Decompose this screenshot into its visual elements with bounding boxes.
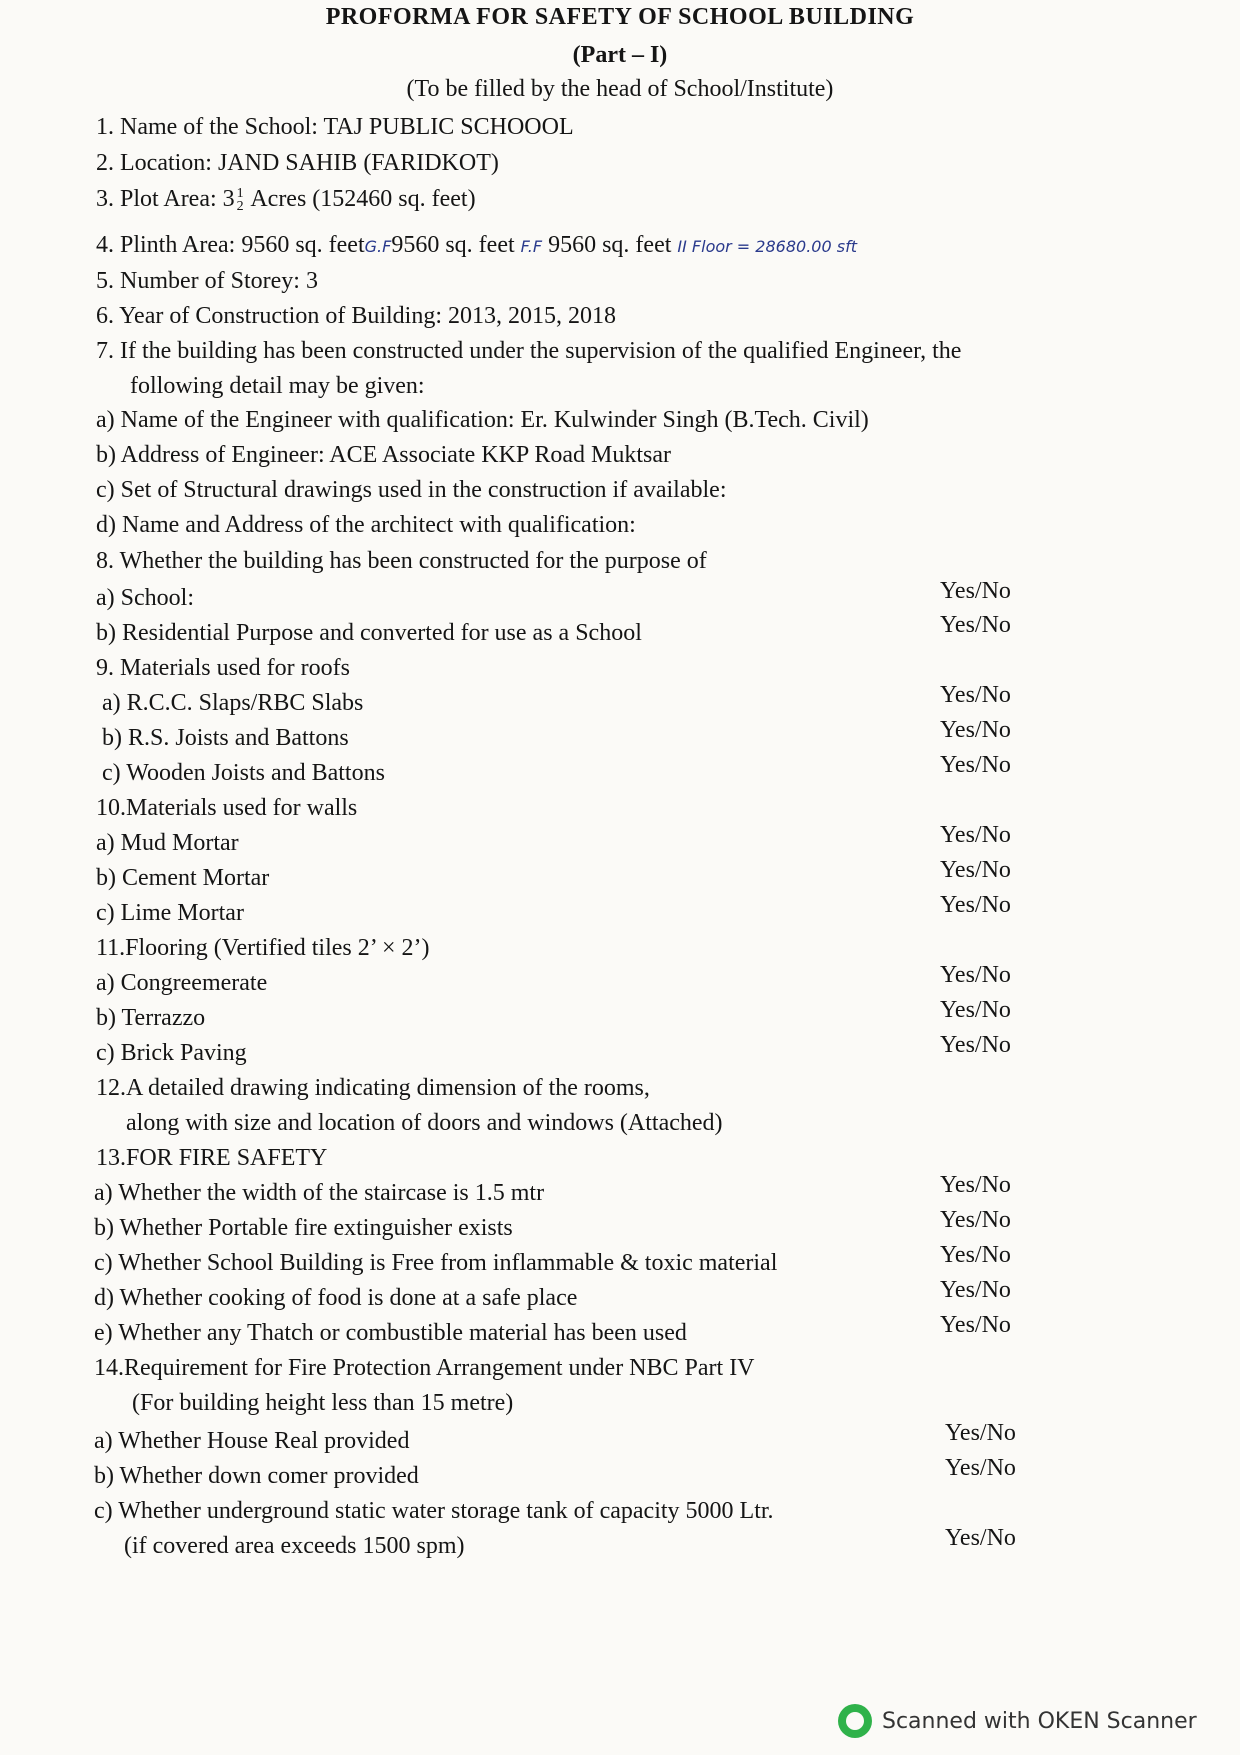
handwritten-note: F.F [520, 237, 543, 256]
item-3-plot-area: 3. Plot Area: 3 1 2 Acres (152460 sq. feet) [96, 186, 476, 215]
item-14: 14.Requirement for Fire Protection Arrangement under NBC Part IV [94, 1355, 755, 1381]
item-5-storeys: 5. Number of Storey: 3 [96, 268, 318, 294]
item-14-sub: (For building height less than 15 metre) [132, 1390, 514, 1416]
item-14c-cont: (if covered area exceeds 1500 spm) [124, 1533, 465, 1559]
yes-no-14c: Yes/No [945, 1525, 1016, 1551]
item-13d: d) Whether cooking of food is done at a safe place [94, 1285, 578, 1311]
item-9b: b) R.S. Joists and Battons [102, 725, 349, 751]
item-7d: d) Name and Address of the architect with qualification: [96, 512, 636, 538]
yes-no-14a: Yes/No [945, 1420, 1016, 1446]
yes-no-9b: Yes/No [940, 717, 1011, 743]
item-11c: c) Brick Paving [96, 1040, 247, 1066]
item-13c: c) Whether School Building is Free from inflammable & toxic material [94, 1250, 778, 1276]
item-4-plinth-area: 4. Plinth Area: 9560 sq. feetG.F9560 sq. feet F.F 9560 sq. feet II Floor = 28680.00 sft [96, 232, 857, 258]
yes-no-13d: Yes/No [940, 1277, 1011, 1303]
yes-no-10a: Yes/No [940, 822, 1011, 848]
item-1-school-name: 1. Name of the School: TAJ PUBLIC SCHOOOL [96, 114, 574, 140]
fraction: 1 2 [236, 186, 244, 215]
item-9a: a) R.C.C. Slaps/RBC Slabs [102, 690, 364, 716]
yes-no-9a: Yes/No [940, 682, 1011, 708]
item-7-cont: following detail may be given: [130, 373, 425, 399]
item-10: 10.Materials used for walls [96, 795, 358, 821]
yes-no-8a: Yes/No [940, 578, 1011, 604]
item-11: 11.Flooring (Vertified tiles 2’ × 2’) [96, 935, 430, 961]
item-10c: c) Lime Mortar [96, 900, 244, 926]
scanner-watermark-text: Scanned with OKEN Scanner [882, 1708, 1197, 1734]
item-8: 8. Whether the building has been constructed for the purpose of [96, 548, 707, 574]
item-11b: b) Terrazzo [96, 1005, 206, 1031]
yes-no-14b: Yes/No [945, 1455, 1016, 1481]
item-8b: b) Residential Purpose and converted for use as a School [96, 620, 642, 646]
item-9: 9. Materials used for roofs [96, 655, 350, 681]
item-13e: e) Whether any Thatch or combustible material has been used [94, 1320, 687, 1346]
item-14b: b) Whether down comer provided [94, 1463, 419, 1489]
item-7: 7. If the building has been constructed under the supervision of the qualified Engineer, the [96, 338, 962, 364]
yes-no-11c: Yes/No [940, 1032, 1011, 1058]
document-subtitle: (To be filled by the head of School/Institute) [406, 76, 834, 102]
item-7c: c) Set of Structural drawings used in the construction if available: [96, 477, 727, 503]
item-13a: a) Whether the width of the staircase is 1.5 mtr [94, 1180, 545, 1206]
scanner-watermark [838, 1704, 1197, 1738]
item-13: 13.FOR FIRE SAFETY [96, 1145, 328, 1171]
yes-no-9c: Yes/No [940, 752, 1011, 778]
document-title: PROFORMA FOR SAFETY OF SCHOOL BUILDING [325, 4, 915, 30]
item-2-location: 2. Location: JAND SAHIB (FARIDKOT) [96, 150, 499, 176]
item-11a: a) Congreemerate [96, 970, 268, 996]
item-14c: c) Whether underground static water storage tank of capacity 5000 Ltr. [94, 1498, 774, 1524]
yes-no-13b: Yes/No [940, 1207, 1011, 1233]
yes-no-13e: Yes/No [940, 1312, 1011, 1338]
item-12-cont: along with size and location of doors and windows (Attached) [126, 1110, 723, 1136]
yes-no-11b: Yes/No [940, 997, 1011, 1023]
yes-no-10c: Yes/No [940, 892, 1011, 918]
yes-no-11a: Yes/No [940, 962, 1011, 988]
yes-no-13a: Yes/No [940, 1172, 1011, 1198]
yes-no-8b: Yes/No [940, 612, 1011, 638]
item-13b: b) Whether Portable fire extinguisher exists [94, 1215, 513, 1241]
handwritten-note: II Floor = 28680.00 sft [677, 237, 857, 256]
item-12: 12.A detailed drawing indicating dimension of the rooms, [96, 1075, 650, 1101]
item-8a: a) School: [96, 585, 194, 611]
item-14a: a) Whether House Real provided [94, 1428, 410, 1454]
item-6-year: 6. Year of Construction of Building: 2013, 2015, 2018 [96, 303, 616, 329]
item-7b: b) Address of Engineer: ACE Associate KKP Road Muktsar [96, 442, 672, 468]
item-9c: c) Wooden Joists and Battons [102, 760, 385, 786]
item-10a: a) Mud Mortar [96, 830, 239, 856]
oken-scanner-logo-icon [838, 1704, 872, 1738]
document-part: (Part – I) [572, 42, 668, 68]
item-7a: a) Name of the Engineer with qualification: Er. Kulwinder Singh (B.Tech. Civil) [96, 407, 869, 433]
yes-no-13c: Yes/No [940, 1242, 1011, 1268]
handwritten-note: G.F [364, 237, 392, 256]
yes-no-10b: Yes/No [940, 857, 1011, 883]
item-10b: b) Cement Mortar [96, 865, 270, 891]
